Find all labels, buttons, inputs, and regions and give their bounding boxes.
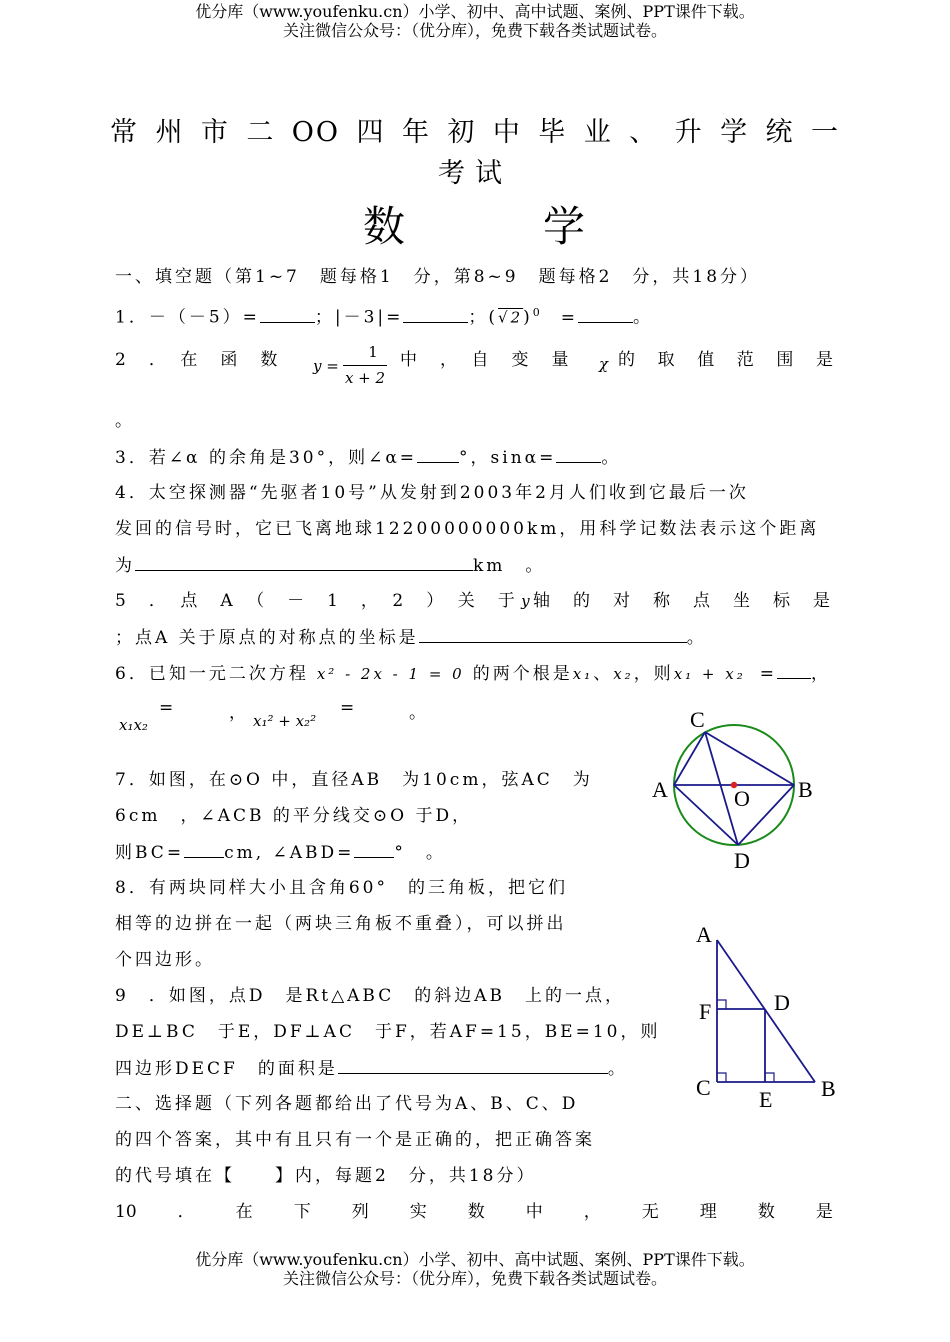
q6-end: 。 <box>409 703 426 723</box>
label-e: E <box>759 1087 773 1112</box>
q2-formula-y: y = <box>313 357 339 375</box>
q2-end: 。 <box>115 411 135 431</box>
q2-denominator: x + 2 <box>344 369 386 387</box>
section1-heading: 一、填空题（第1~7 题每格1 分，第8~9 题每格2 分，共18分） <box>115 267 761 287</box>
q7-blank-2[interactable] <box>354 841 394 858</box>
q3-part-a: 3．若∠α 的余角是30°，则∠α= <box>115 448 418 468</box>
label-f: F <box>699 999 712 1024</box>
section2-line-3: 的代号填在【 】内，每题2 分，共18分） <box>115 1166 537 1186</box>
q9-line-2: DE⊥BC 于E，DF⊥AC 于F，若AF=15，BE=10，则 <box>115 1022 661 1042</box>
q6-sep: 、 <box>593 664 614 684</box>
q1-blank-1[interactable] <box>260 306 315 323</box>
q5-part-c: ；点A 关于原点的对称点的坐标是 <box>115 628 419 648</box>
q3-blank-2[interactable] <box>556 446 601 463</box>
q5-line-1 <box>115 590 833 612</box>
q3-blank-1[interactable] <box>417 446 459 463</box>
q1-part-b: ；|－3|= <box>314 307 404 328</box>
label-c: C <box>696 1075 711 1100</box>
q6-root-1: x₁ <box>572 665 594 683</box>
circle-figure <box>645 700 835 880</box>
q8-line-3: 个四边形。 <box>115 950 215 970</box>
q9-end: 。 <box>607 1059 628 1079</box>
q6-part-a: 6．已知一元二次方程 <box>115 664 309 684</box>
q9-line-1: 9 ．如图，点D 是Rt△ABC 的斜边AB 上的一点， <box>115 986 626 1006</box>
q7-line-1: 7．如图，在⊙O 中，直径AB 为10cm，弦AC 为 <box>115 770 593 790</box>
q4-line-1: 4．太空探测器“先驱者10号”从发射到2003年2月人们收到它最后一次 <box>115 483 749 503</box>
title-line-1: 常州市二OO四年初中毕业、升学统一 <box>110 117 840 148</box>
q2-variable: χ <box>599 355 609 373</box>
question-3 <box>115 446 621 469</box>
q6-line-1 <box>115 662 831 685</box>
q2-mid: 中 ， 自 变 量 <box>400 350 572 370</box>
q6-part-f: = <box>159 698 174 718</box>
q4-part-b: km 。 <box>473 556 546 576</box>
q4-line-2: 发回的信号时，它已飞离地球12200000000km，用科学记数法表示这个距离 <box>115 519 820 539</box>
q2-numerator: 1 <box>368 343 378 361</box>
q1-part-e: = <box>560 307 579 328</box>
subject-char-2: 学 <box>543 202 586 251</box>
q5-part-a: 5 ． 点 A （ － 1 ， 2 ） 关 于 <box>115 591 518 611</box>
q2-tail: 的 取 值 范 围 是 <box>618 350 833 370</box>
right-angle-f <box>717 1000 726 1009</box>
q6-part-h: = <box>340 698 355 718</box>
q1-exponent: 0 <box>532 306 543 319</box>
header-line-1: 优分库（www.youfenku.cn）小学、初中、高中试题、案例、PPT课件下载。 <box>195 2 755 21</box>
q2-fraction-bar <box>343 365 387 366</box>
q1-sqrt: √2 <box>498 308 524 327</box>
q10-word: 在 <box>235 1202 253 1222</box>
q7-part-b: cm, ∠ABD= <box>224 843 355 863</box>
q5-end: 。 <box>686 628 707 648</box>
q10-word: 下 <box>293 1202 311 1222</box>
q7-blank-1[interactable] <box>184 841 224 858</box>
q6-blank-1[interactable] <box>777 662 811 679</box>
q1-end: 。 <box>633 307 654 328</box>
q6-root-2: x₂ <box>613 665 634 683</box>
q8-line-2: 相等的边拼在一起（两块三角板不重叠），可以拼出 <box>115 914 567 934</box>
q1-part-a: 1．－（－5）= <box>115 307 260 328</box>
q6-product: x₁x₂ <box>119 716 148 734</box>
q7-line-2: 6cm ，∠ACB 的平分线交⊙O 于D， <box>115 806 473 826</box>
question-2 <box>115 345 835 395</box>
hypotenuse-ab <box>717 940 815 1082</box>
q10-word: 实 <box>409 1202 427 1222</box>
q6-line-2 <box>115 698 655 742</box>
q7-part-a: 则BC= <box>115 843 185 863</box>
question-1 <box>115 302 653 329</box>
label-b: B <box>821 1076 836 1101</box>
label-o: O <box>734 786 750 811</box>
q6-part-e: ， <box>811 664 831 684</box>
q4-part-a: 为 <box>115 556 135 576</box>
q1-blank-2[interactable] <box>403 306 468 323</box>
q10-word: 数 <box>757 1202 775 1222</box>
footer-line-2: 关注微信公众号：（优分库），免费下载各类试题试卷。 <box>282 1269 667 1288</box>
q1-part-c: ；( <box>468 307 499 328</box>
q6-part-g: ， <box>229 703 246 723</box>
q10-word: 列 <box>351 1202 369 1222</box>
q10-word: ． <box>177 1202 195 1222</box>
q9-part-a: 四边形DECF 的面积是 <box>115 1059 338 1079</box>
q5-variable: y <box>521 592 530 610</box>
header-line-2: 关注微信公众号：（优分库），免费下载各类试题试卷。 <box>282 21 667 40</box>
q6-part-d: = <box>759 664 777 684</box>
q10-word: 中 <box>525 1202 543 1222</box>
subject-char-1: 数 <box>363 202 406 251</box>
q9-blank[interactable] <box>338 1057 608 1074</box>
label-b: B <box>798 777 813 802</box>
q3-end: 。 <box>601 448 622 468</box>
footer-line-1: 优分库（www.youfenku.cn）小学、初中、高中试题、案例、PPT课件下载。 <box>195 1250 755 1269</box>
q10-word: 10 <box>115 1202 137 1222</box>
title-line-2: 考试 <box>438 158 512 189</box>
q6-part-c: ，则 <box>633 664 674 684</box>
label-a: A <box>696 922 712 947</box>
q9-line-3 <box>115 1057 628 1080</box>
label-a: A <box>652 777 668 802</box>
right-angle-c <box>717 1073 726 1082</box>
q3-part-b: °，sinα= <box>459 448 557 468</box>
section2-line-2: 的四个答案，其中有且只有一个是正确的，把正确答案 <box>115 1130 595 1150</box>
q5-blank[interactable] <box>419 626 687 643</box>
q6-equation: x² - 2x - 1 = 0 <box>316 665 465 683</box>
label-d: D <box>774 990 790 1015</box>
q4-line-3 <box>115 554 545 577</box>
q2-text: 2 ． 在 函 数 <box>115 350 281 370</box>
q6-square-sum: x₁² + x₂² <box>253 712 317 730</box>
q10-word: 是 <box>815 1202 833 1222</box>
question-10 <box>115 1201 833 1223</box>
q10-word: ， <box>583 1202 601 1222</box>
q4-blank[interactable] <box>135 554 473 571</box>
q10-word: 无 <box>641 1202 659 1222</box>
triangle-figure <box>690 920 840 1115</box>
q8-line-1: 8．有两块同样大小且含角60° 的三角板，把它们 <box>115 878 568 898</box>
label-d: D <box>734 848 750 873</box>
q7-part-c: ° 。 <box>394 843 446 863</box>
q5-line-2 <box>115 626 707 649</box>
q5-part-b: 轴 的 对 称 点 坐 标 是 <box>533 591 833 611</box>
section2-line-1: 二、选择题（下列各题都给出了代号为A、B、C、D <box>115 1094 579 1114</box>
q10-word: 数 <box>467 1202 485 1222</box>
q1-part-d: ) <box>523 307 533 328</box>
right-angle-e <box>765 1073 774 1082</box>
label-c: C <box>690 707 705 732</box>
q10-word: 理 <box>699 1202 717 1222</box>
chord-ac <box>674 732 705 785</box>
q6-sum: x₁ + x₂ <box>673 665 746 683</box>
q6-part-b: 的两个根是 <box>472 664 573 684</box>
q1-blank-3[interactable] <box>578 306 633 323</box>
q7-line-3 <box>115 841 446 864</box>
